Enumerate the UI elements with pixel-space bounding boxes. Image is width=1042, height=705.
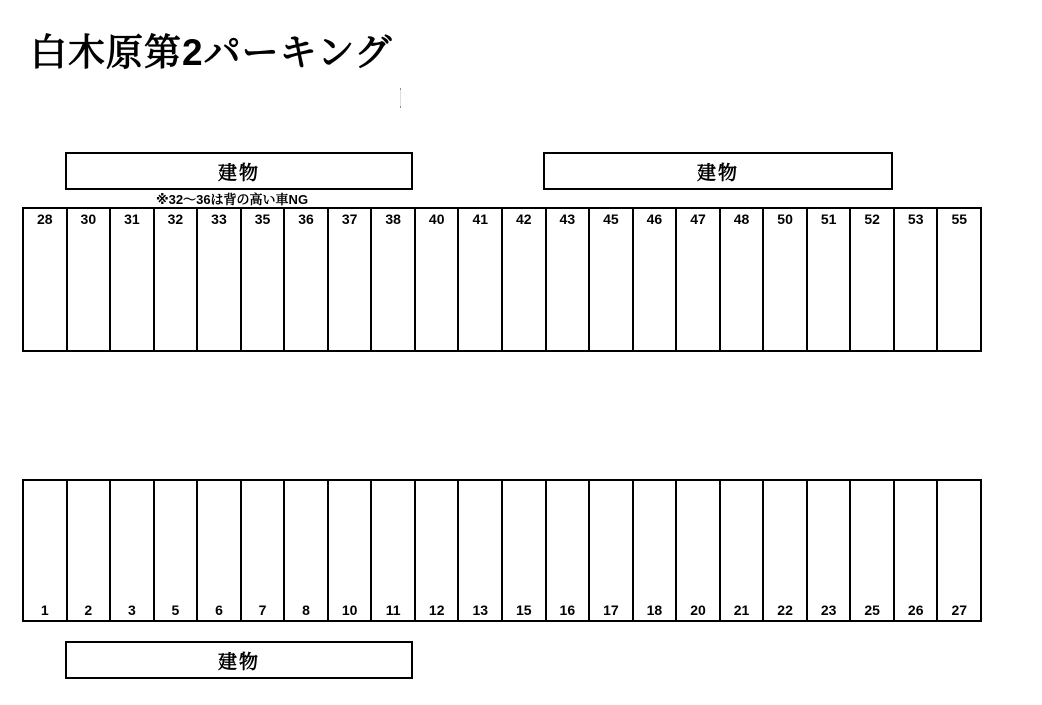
parking-space	[459, 209, 503, 350]
space-number: 16	[559, 601, 576, 618]
page-title: 白木原第2パーキング	[30, 32, 393, 73]
space-number: 17	[603, 601, 619, 618]
space-number: 28	[36, 211, 53, 227]
parking-space	[242, 481, 286, 620]
building-box-bottom	[65, 641, 413, 679]
space-number: 50	[777, 211, 793, 227]
parking-space	[590, 481, 634, 620]
space-number: 52	[864, 211, 880, 227]
space-number: 22	[777, 601, 793, 618]
space-number: 25	[864, 601, 880, 618]
parking-space	[677, 209, 721, 350]
parking-space	[24, 209, 68, 350]
space-number: 21	[733, 601, 750, 618]
space-number: 31	[124, 211, 140, 227]
space-number: 1	[40, 601, 49, 618]
parking-space	[372, 481, 416, 620]
parking-space	[547, 481, 591, 620]
parking-space	[764, 481, 808, 620]
space-number: 3	[127, 601, 136, 618]
parking-space	[721, 209, 765, 350]
building-box-top-left	[65, 152, 413, 190]
parking-space	[416, 481, 460, 620]
parking-space	[111, 209, 155, 350]
parking-space	[938, 481, 980, 620]
space-number: 11	[385, 601, 401, 618]
space-number: 40	[428, 211, 445, 227]
parking-space	[851, 481, 895, 620]
parking-space	[285, 481, 329, 620]
parking-space	[68, 481, 112, 620]
parking-space	[329, 209, 373, 350]
space-number: 10	[341, 601, 358, 618]
parking-space	[24, 481, 68, 620]
space-number: 46	[646, 211, 663, 227]
parking-row-top	[22, 207, 982, 352]
space-number: 13	[472, 601, 489, 618]
space-number: 30	[80, 211, 97, 227]
space-number: 26	[907, 601, 924, 618]
parking-space	[590, 209, 634, 350]
parking-space	[895, 209, 939, 350]
space-number: 43	[559, 211, 576, 227]
stray-scan-mark	[400, 88, 401, 108]
space-number: 6	[215, 601, 223, 618]
parking-space	[68, 209, 112, 350]
building-label: 建物	[217, 162, 260, 184]
parking-space	[547, 209, 591, 350]
building-label: 建物	[217, 651, 260, 673]
space-number: 47	[690, 211, 706, 227]
parking-space	[285, 209, 329, 350]
parking-space	[721, 481, 765, 620]
space-number: 42	[516, 211, 532, 227]
space-number: 32	[167, 211, 184, 227]
parking-space	[198, 209, 242, 350]
space-number: 36	[298, 211, 314, 227]
parking-space	[895, 481, 939, 620]
space-number: 37	[341, 211, 358, 227]
space-number: 7	[258, 601, 267, 618]
space-number: 20	[690, 601, 706, 618]
space-number: 35	[254, 211, 271, 227]
space-number: 33	[211, 211, 227, 227]
space-number: 23	[820, 601, 837, 618]
space-number: 5	[171, 601, 180, 618]
space-number: 41	[472, 211, 489, 227]
parking-space	[634, 481, 678, 620]
parking-space	[111, 481, 155, 620]
parking-row-bottom	[22, 479, 982, 622]
space-number: 51	[820, 211, 837, 227]
parking-space	[372, 209, 416, 350]
parking-space	[416, 209, 460, 350]
space-number: 48	[733, 211, 750, 227]
space-number: 12	[428, 601, 445, 618]
space-number: 2	[84, 601, 93, 618]
space-number: 55	[951, 211, 968, 227]
parking-space	[198, 481, 242, 620]
parking-space	[634, 209, 678, 350]
parking-space	[155, 209, 199, 350]
building-box-top-right	[543, 152, 893, 190]
space-number: 15	[516, 601, 532, 618]
parking-space	[155, 481, 199, 620]
space-number: 27	[951, 601, 968, 618]
parking-space	[938, 209, 980, 350]
parking-space	[503, 481, 547, 620]
space-number: 38	[385, 211, 401, 227]
space-number: 8	[302, 601, 310, 618]
parking-space	[677, 481, 721, 620]
space-number: 18	[646, 601, 663, 618]
parking-space	[329, 481, 373, 620]
parking-space	[808, 209, 852, 350]
space-number: 45	[603, 211, 619, 227]
parking-space	[242, 209, 286, 350]
parking-space	[808, 481, 852, 620]
parking-space	[764, 209, 808, 350]
space-number: 53	[907, 211, 924, 227]
building-label: 建物	[696, 162, 739, 184]
tall-car-restriction-note: ※32～36は背の高い車NG	[156, 192, 309, 207]
parking-space	[459, 481, 503, 620]
parking-space	[503, 209, 547, 350]
parking-space	[851, 209, 895, 350]
